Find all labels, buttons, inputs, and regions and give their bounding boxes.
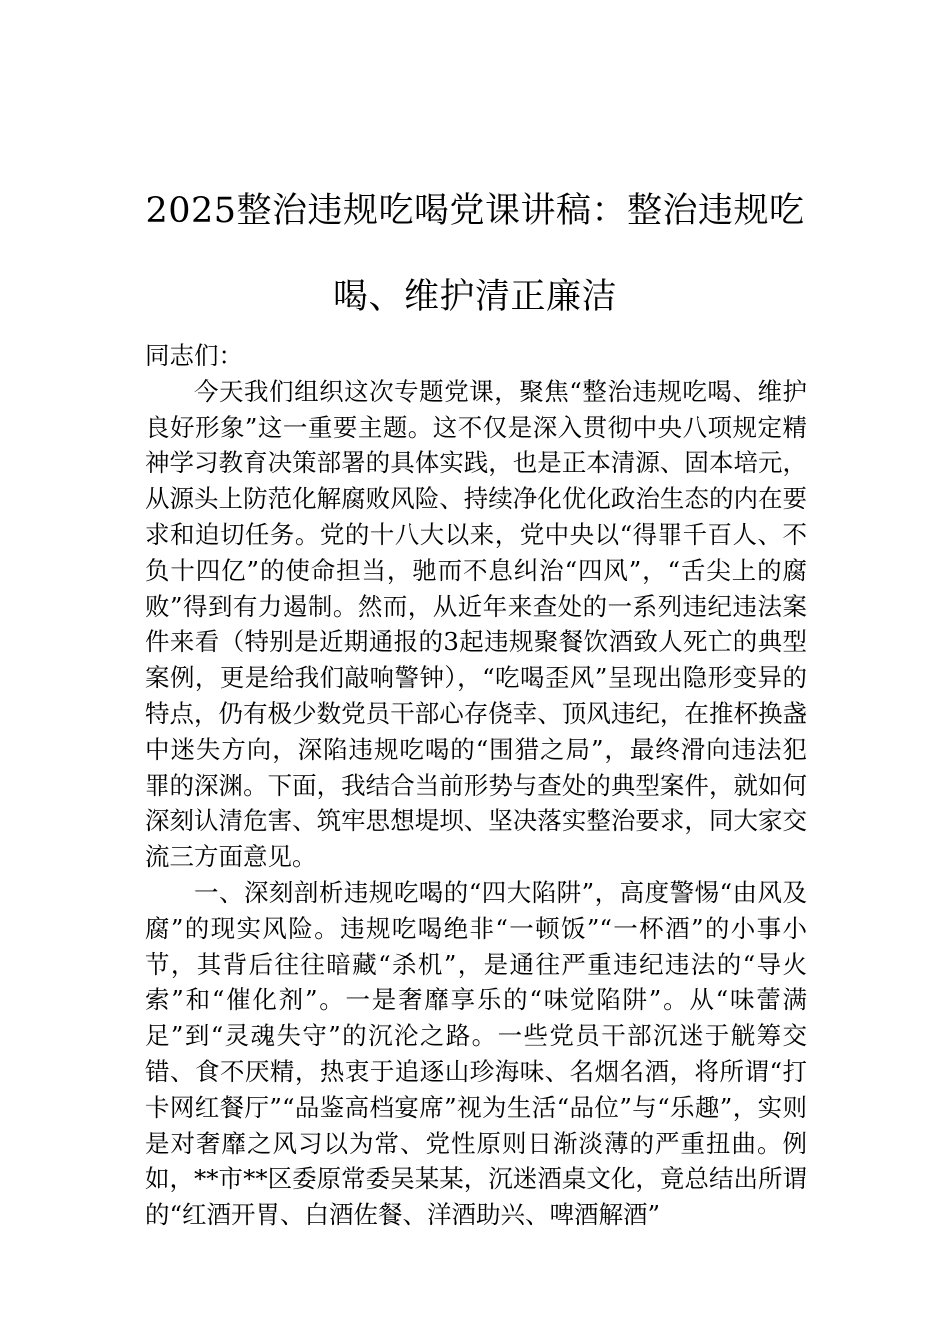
salutation: 同志们： xyxy=(145,341,243,370)
paragraph-section-one xyxy=(145,875,807,1233)
section-one-heading: 一、深刻剖析违规吃喝的“四大陷阱”，高度警惕“由风及腐”的现实风险。 xyxy=(145,877,807,943)
document-body xyxy=(145,338,807,1233)
section-one-text: 违规吃喝绝非“一顿饭”“一杯酒”的小事小节，其背后往往暗藏“杀机”，是通往严重违纪违法的“导火索”和“催化剂”。一是奢靡享乐的“味觉陷阱”。从“味蕾满足”到“灵魂失守”的沉沦之路。一些党员干部沉迷于觥筹交错、食不厌精，热衷于追逐山珍海味、名烟名酒，将所谓“打卡网红餐厅”“品鉴高档宴席”视为生活“品位”与“乐趣”，实则是对奢靡之风习以为常、党性原则日渐淡薄的严重扭曲。例如，**市**区委原常委吴某某，沉迷酒桌文化，竟总结出所谓的“红酒开胃、白酒佐餐、洋酒助兴、啤酒解酒” xyxy=(145,913,807,1230)
document-title: 2025整治违规吃喝党课讲稿：整治违规吃喝、维护清正廉洁 xyxy=(145,191,805,317)
paragraph-intro: 今天我们组织这次专题党课，聚焦“整治违规吃喝、维护良好形象”这一重要主题。这不仅是深入贯彻中央八项规定精神学习教育决策部署的具体实践，也是正本清源、固本培元，从源头上防范化解腐败风险、持续净化优化政治生态的内在要求和迫切任务。党的十八大以来，党中央以“得罪千百人、不负十四亿”的使命担当，驰而不息纠治“四风”，“舌尖上的腐败”得到有力遏制。然而，从近年来查处的一系列违纪违法案件来看（特别是近期通报的3起违规聚餐饮酒致人死亡的典型案例，更是给我们敲响警钟），“吃喝歪风”呈现出隐形变异的特点，仍有极少数党员干部心存侥幸、顶风违纪，在推杯换盏中迷失方向，深陷违规吃喝的“围猎之局”，最终滑向违法犯罪的深渊。下面，我结合当前形势与查处的典型案件，就如何深刻认清危害、筑牢思想堤坝、坚决落实整治要求，同大家交流三方面意见。 xyxy=(145,376,807,872)
